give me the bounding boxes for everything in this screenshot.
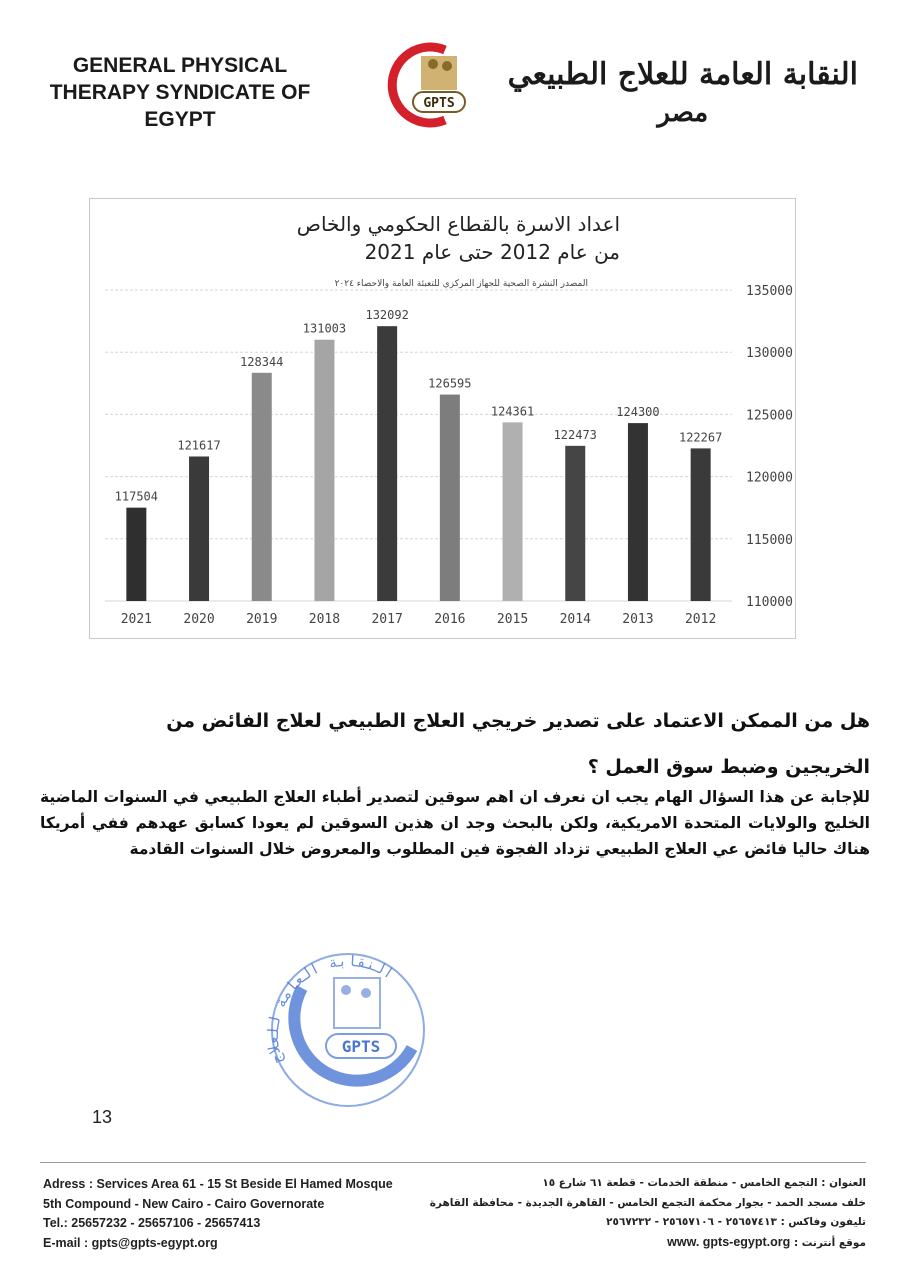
chart-subtitle: من عام 2012 حتى عام 2021: [364, 240, 620, 264]
official-stamp: [262, 938, 434, 1118]
y-tick-label: 130000: [746, 346, 793, 362]
footer-address-english: [43, 1175, 393, 1253]
footer-web-url[interactable]: www. gpts-egypt.org: [667, 1234, 791, 1249]
x-tick-label: 2013: [622, 612, 654, 627]
y-tick-label: 110000: [746, 595, 793, 610]
footer-address-en-line2: 5th Compound - New Cairo - Cairo Governorate: [43, 1196, 325, 1211]
bar: [377, 326, 397, 601]
chart-title: اعداد الاسرة بالقطاع الحكومي والخاص: [296, 212, 620, 236]
x-tick-label: 2021: [120, 612, 153, 627]
bar: [252, 373, 272, 601]
x-tick-label: 2014: [559, 612, 591, 627]
logo-text: GPTS: [423, 96, 455, 111]
y-tick-label: 125000: [746, 408, 793, 424]
bar: [126, 508, 146, 601]
y-tick-label: 120000: [746, 470, 793, 486]
chart-source: المصدر النشرة الصحية للجهاز المركزي للتعبئة العامة والاحصاء ٢٠٢٤: [334, 279, 588, 289]
country-ar: مصر: [657, 98, 709, 128]
data-label: 128344: [240, 354, 284, 369]
footer-tel-ar: تليفون وفاكس : ٢٥٦٥٧٤١٣ - ٢٥٦٥٧١٠٦ - ٢٥٦٧٢٣٢: [606, 1216, 866, 1228]
footer-email-en[interactable]: E-mail : gpts@gpts-egypt.org: [43, 1235, 218, 1250]
question-line1: هل من الممكن الاعتماد على تصدير خريجي العلاج الطبيعي لعلاج الفائض من: [166, 710, 870, 732]
bar: [503, 422, 523, 601]
x-tick-label: 2016: [434, 612, 466, 627]
org-name-ar: النقابة العامة للعلاج الطبيعي: [507, 57, 858, 92]
bar: [440, 395, 460, 601]
data-label: 131003: [302, 321, 347, 336]
footer-address-ar-line2: خلف مسجد الحمد - بجوار محكمة التجمع الخامس - القاهرة الجديدة - محافظة القاهرة: [429, 1196, 866, 1209]
question-heading: [40, 698, 870, 790]
bar: [189, 456, 209, 601]
data-label: 117504: [114, 489, 159, 504]
footer-divider: [40, 1162, 866, 1163]
data-label: 126595: [428, 376, 472, 391]
bar: [628, 423, 648, 601]
page-number: 13: [92, 1107, 113, 1127]
y-tick-label: 115000: [746, 532, 793, 548]
bar: [691, 448, 711, 601]
y-tick-label: 135000: [746, 284, 793, 299]
x-tick-label: 2017: [371, 612, 403, 627]
org-name-en-line1: GENERAL PHYSICAL: [72, 54, 288, 77]
bar: [565, 446, 585, 601]
footer-web-label: موقع أنترنت :: [793, 1236, 866, 1249]
x-tick-label: 2020: [183, 612, 215, 627]
bar: [314, 340, 334, 601]
org-name-en-line2: THERAPY SYNDICATE OF: [49, 81, 311, 104]
org-name-en-line3: EGYPT: [144, 108, 216, 131]
stamp-logo-text: GPTS: [341, 1037, 381, 1056]
x-tick-label: 2018: [308, 612, 341, 627]
data-label: 124300: [616, 405, 660, 420]
x-tick-label: 2019: [246, 612, 278, 627]
footer-website-row: [430, 1233, 866, 1254]
footer-address-en-line1: Adress : Services Area 61 - 15 St Beside El Hamed Mosque: [43, 1177, 393, 1191]
footer-address-arabic: [430, 1174, 866, 1253]
footer-tel-en: Tel.: 25657232 - 25657106 - 25657413: [43, 1216, 261, 1230]
data-label: 122267: [678, 430, 723, 445]
stamp-arc-text: النقابة العامة للعلاج: [263, 951, 398, 1067]
data-label: 124361: [490, 404, 535, 419]
answer-paragraph: للإجابة عن هذا السؤال الهام يجب ان نعرف ان اهم سوقين لتصدير أطباء العلاج الطبيعي في السنوات الماضية الخليج والولايات المتحدة الامريكية، ولكن بالبحث وجد ان هذين السوقين لم يعودا كسابق عهدهم ففي أمريكا هناك حاليا فائض عي العلاج الطبيعي تزداد الفجوة فين المطلوب والمعروض خلال السنوات القادمة: [40, 788, 870, 858]
data-label: 121617: [177, 438, 221, 453]
x-tick-label: 2015: [496, 612, 529, 627]
data-label: 122473: [553, 427, 597, 442]
data-label: 132092: [365, 308, 409, 323]
x-tick-label: 2012: [684, 612, 717, 627]
question-line2: الخريجين وضبط سوق العمل ؟: [587, 756, 870, 778]
footer-address-ar-line1: العنوان : التجمع الخامس - منطقة الخدمات - قطعة ٦١ شارع ١٥: [542, 1177, 866, 1189]
